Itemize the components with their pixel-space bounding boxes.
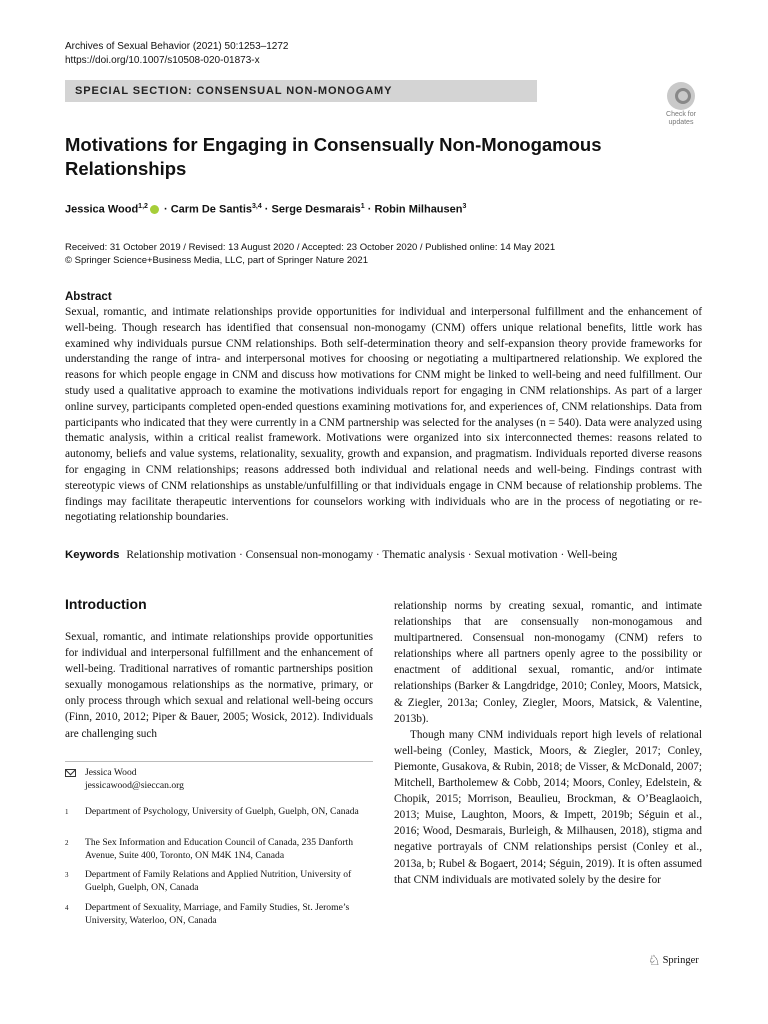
publisher-name: Springer <box>662 955 699 966</box>
intro-right-column <box>394 598 702 888</box>
author-list: Jessica Wood$^{1,2}$ · Carm De Santis$^{3,4}$ · Serge Desmarais$^1$ · Robin Milhausen$^3$ <box>65 203 467 216</box>
keywords <box>65 549 617 561</box>
author-affiliation-marker: 3 <box>462 203 467 210</box>
affiliation-number: 2 <box>65 839 69 847</box>
author-name[interactable]: Carm De Santis <box>170 203 252 216</box>
doi-link[interactable]: https://doi.org/10.1007/s10508-020-01873-x <box>65 55 260 66</box>
affiliation <box>65 869 373 894</box>
correspondence-email[interactable]: jessicawood@sieccan.org <box>85 779 184 791</box>
affiliation <box>65 902 373 927</box>
correspondence <box>65 767 184 792</box>
intro-paragraph: Though many CNM individuals report high levels of relational well-being (Conley, Mastick, Moors, & Ziegler, 2017; Conley, Piemonte, Gusakova, & Rubin, 2018; de Visser, & McDonald, 2007; Mitchell, Bartholemew & Cobb, 2014; Moors, Conley, Edelstein, & Chopik, 2015; Morrison, Beaulieu, Brockman, & O’Beaglaoich, 2013; Muise, Laughton, Moors, & Impett, 2019b; Séguin et al., 2016; Wood, Desmarais, Burleigh, & Milhausen, 2018), stigma and negative portrayals of CNM relationships persist (Conley et al., 2013a, b; Rubel & Bogaert, 2014; Séguin, 2019). It is often assumed that CNM individuals are motivated solely by the desire for <box>394 728 702 886</box>
affiliation-text: Department of Psychology, University of Guelph, Guelph, ON, Canada <box>85 806 359 817</box>
keywords-list: Relationship motivation · Consensual non-monogamy · Thematic analysis · Sexual motivation · Well-being <box>126 549 618 561</box>
copyright-line: © Springer Science+Business Media, LLC, part of Springer Nature 2021 <box>65 255 368 266</box>
abstract-text: Sexual, romantic, and intimate relationships provide opportunities for individual and interpersonal fulfillment and the enhancement of well-being. Though research has identified that consensual non-monogamy (CNM) offers unique relational benefits, little work has examined why individuals pursue CNM relationships. Both self-determination theory and self-expansion theory provide frameworks for understanding the range of intra- and interpersonal motives for choosing or negotiating a multipartnered relationship. We explored the reasons for which people engage in CNM and discuss how motivations for CNM might be linked to well-being and need fulfillment. Our study used a qualitative approach to examine the motivations individuals report for engaging in CNM relationships. As part of a larger online survey, participants completed open-ended questions examining motivations for, and experiences of, CNM relationships. Data from participants who indicated that they were currently in a CNM partnership was selected for the analyses (n = 540). Data were analyzed using thematic analysis, within a critical realist framework. Motivations were organized into six interconnected themes: reasons related to autonomy, beliefs and value systems, relationality, sexuality, growth and expansion, and pragmatism. Individuals reported diverse reasons for engaging in CNM relationships; reasons addressed both individual and relational needs and well-being. Findings contrast with stereotypic views of CNM relationships as unstable/unfulfilling or that individuals engage in CNM because of relationship problems. The findings may facilitate therapeutic interventions for counselors working with individuals who are in the process of negotiating or re-negotiating relationship boundaries. <box>65 306 702 524</box>
affiliation <box>65 837 373 862</box>
journal-citation <box>65 40 288 68</box>
springer-horse-icon: ♘ <box>648 954 661 969</box>
section-banner: SPECIAL SECTION: CONSENSUAL NON-MONOGAMY <box>65 80 537 102</box>
affiliation-text: The Sex Information and Education Council of Canada, 235 Danforth Avenue, Suite 400, Toronto, ON M4K 1N4, Canada <box>85 837 354 861</box>
author-name[interactable]: Jessica Wood <box>65 203 139 216</box>
affiliation-number: 1 <box>65 808 69 816</box>
author-affiliation-marker: 3,4 <box>252 203 262 210</box>
check-for-updates-badge[interactable] <box>659 82 703 126</box>
intro-left-column: Sexual, romantic, and intimate relationships provide opportunities for individual and interpersonal fulfillment and the enhancement of well-being. Traditional narratives of romantic partnerships position sexually monogamous relationships as the normative, primary, or only process through which sexual and relational well-being occurs (Finn, 2010, 2012; Piper & Bauer, 2005; Wosick, 2012). Individuals are challenging such <box>65 631 373 740</box>
check-updates-icon <box>667 82 695 110</box>
author-name[interactable]: Serge Desmarais <box>271 203 361 216</box>
author-affiliation-marker: 1,2 <box>138 203 148 210</box>
author-name[interactable]: Robin Milhausen <box>374 203 463 216</box>
journal-line: Archives of Sexual Behavior (2021) 50:1253–1272 <box>65 41 289 52</box>
affiliation <box>65 806 373 819</box>
affiliation-number: 3 <box>65 871 69 879</box>
correspondence-name: Jessica Wood <box>85 767 137 778</box>
article-title: Motivations for Engaging in Consensually Non-Monogamous Relationships <box>65 134 602 179</box>
publication-history <box>65 241 555 267</box>
badge-label: Check for updates <box>666 111 696 126</box>
introduction-heading: Introduction <box>65 596 147 612</box>
publisher-logo <box>648 953 699 970</box>
envelope-icon <box>65 769 76 777</box>
intro-paragraph: relationship norms by creating sexual, romantic, and intimate relationships that are consensually non-monogamous and multipartnered. Consensual non-monogamy (CNM) refers to relationships where all partners openly agree to the possibility or enactment of additional sexual, romantic, and/or intimate relationships (Barker & Langdridge, 2010; Conley, Moors, Matsick, & Ziegler, 2013a; Conley, Ziegler, Moors, Matsick, & Valentine, 2013b). <box>394 600 702 725</box>
abstract-heading: Abstract <box>65 291 112 303</box>
footnote-divider <box>65 761 373 762</box>
dates-line: Received: 31 October 2019 / Revised: 13 August 2020 / Accepted: 23 October 2020 / Published online: 14 May 2021 <box>65 242 556 253</box>
affiliation-text: Department of Family Relations and Applied Nutrition, University of Guelph, Guelph, ON, Canada <box>85 869 352 893</box>
orcid-icon[interactable] <box>150 205 159 214</box>
affiliation-number: 4 <box>65 904 69 912</box>
keywords-label: Keywords <box>65 549 120 561</box>
affiliation-text: Department of Sexuality, Marriage, and Family Studies, St. Jerome’s University, Waterloo, ON, Canada <box>85 902 350 926</box>
author-affiliation-marker: 1 <box>360 203 365 210</box>
